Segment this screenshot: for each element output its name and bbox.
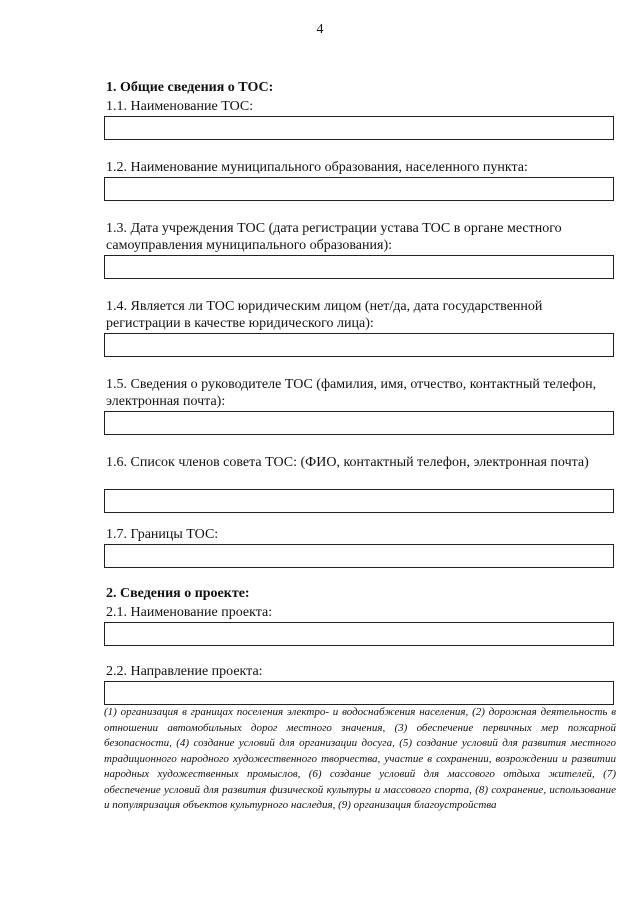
field-label-council-members: 1.6. Список членов совета ТОС: (ФИО, контактный телефон, электронная почта): [106, 455, 589, 470]
field-label-tos-borders: 1.7. Границы ТОС:: [106, 527, 219, 542]
field-label-project-direction: 2.2. Направление проекта:: [106, 664, 263, 679]
field-label-leader-info: 1.5. Сведения о руководителе ТОС (фамилия, имя, отчество, контактный телефон, электронная почта):: [106, 377, 597, 409]
project-direction-field[interactable]: [104, 681, 614, 705]
founding-date-field[interactable]: [104, 255, 614, 279]
tos-borders-field[interactable]: [104, 544, 614, 568]
field-label-founding-date: 1.3. Дата учреждения ТОС (дата регистрации устава ТОС в органе местного самоуправления муниципального образования):: [106, 221, 562, 253]
leader-info-field[interactable]: [104, 411, 614, 435]
tos-name-field[interactable]: [104, 116, 614, 140]
field-label-legal-entity: 1.4. Является ли ТОС юридическим лицом (нет/да, дата государственной регистрации в качестве юридического лица):: [106, 299, 543, 331]
project-name-field[interactable]: [104, 622, 614, 646]
municipality-field[interactable]: [104, 177, 614, 201]
project-direction-note: (1) организация в границах поселения электро- и водоснабжения населения, (2) дорожная деятельность в отношении автомобильных дорог местного значения, (3) обеспечение первичных мер пожарной безопасности, (4) создание условий для организации досуга, (5) создание условий для развития местного традиционного народного художественного творчества, участие в сохранении, возрождении и развитии народных художественных промыслов, (6) создание условий для массового отдыха жителей, (7) обеспечение условий для развития физической культуры и массового спорта, (8) сохранение, использование и популяризация объектов культурного наследия, (9) организация благоустройства: [104, 706, 616, 811]
page-number: 4: [316, 22, 324, 37]
section-1-heading: 1. Общие сведения о ТОС:: [106, 80, 274, 95]
field-label-municipality: 1.2. Наименование муниципального образования, населенного пункта:: [106, 160, 528, 175]
legal-entity-field[interactable]: [104, 333, 614, 357]
field-label-tos-name: 1.1. Наименование ТОС:: [106, 99, 254, 114]
field-label-project-name: 2.1. Наименование проекта:: [106, 605, 273, 620]
section-2-heading: 2. Сведения о проекте:: [106, 586, 250, 601]
council-members-field[interactable]: [104, 489, 614, 513]
